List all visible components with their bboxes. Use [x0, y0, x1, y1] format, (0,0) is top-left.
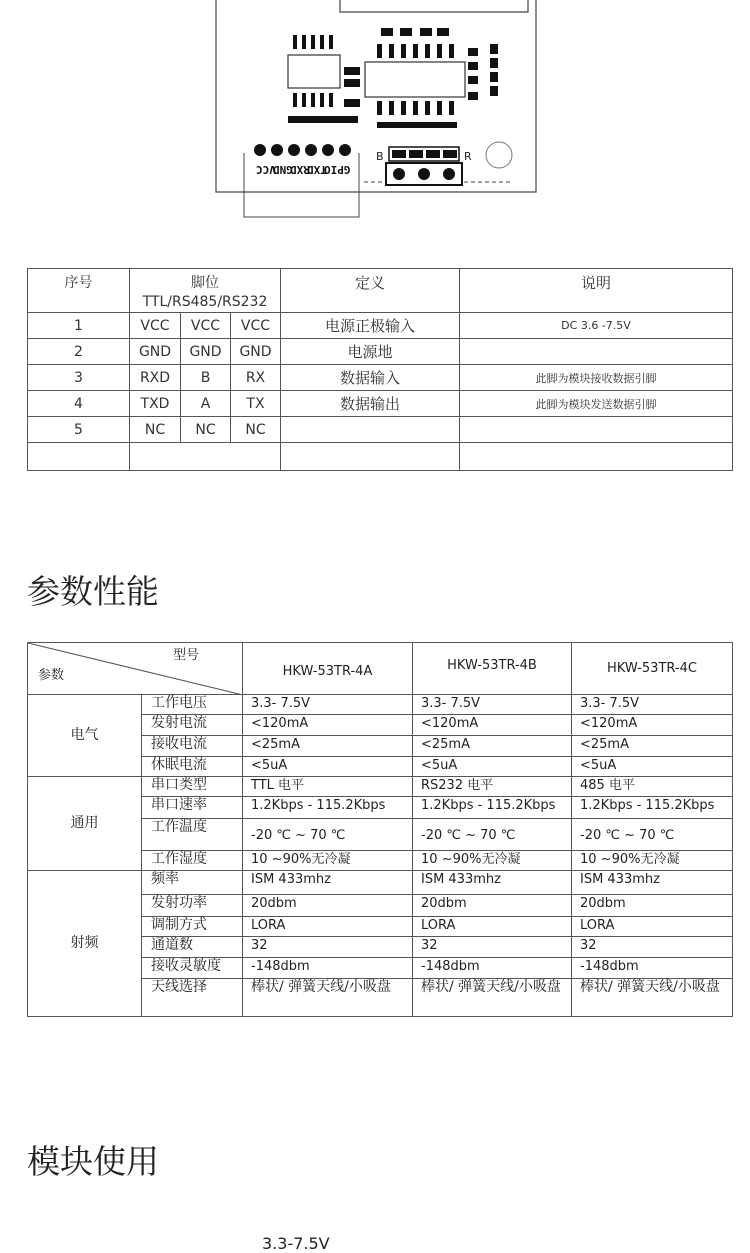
param-value: 3.3- 7.5V — [243, 695, 413, 715]
header-pin-label: 脚位 — [191, 275, 219, 291]
pin-index: 2 — [28, 339, 130, 365]
param-value: <5uA — [572, 757, 733, 777]
module-board-diagram — [0, 0, 750, 225]
corner-param-label: 参数 — [38, 668, 65, 683]
pin-description — [460, 417, 733, 443]
model-header: HKW-53TR-4A — [243, 643, 413, 695]
pin-rs232: TX — [231, 391, 281, 417]
param-value: 32 — [572, 937, 733, 958]
table-row — [28, 313, 733, 339]
param-name: 工作湿度 — [142, 851, 243, 871]
table-row — [28, 365, 733, 391]
param-value: 1.2Kbps - 115.2Kbps — [243, 797, 413, 819]
pin-rs485: NC — [181, 417, 231, 443]
param-value: 棒状/ 弹簧天线/小吸盘 — [243, 979, 413, 1017]
param-value: -148dbm — [413, 958, 572, 979]
header-pin — [130, 269, 281, 313]
pin-label-rxd: RXD — [290, 163, 310, 176]
param-name: 工作电压 — [142, 695, 243, 715]
pin-label-gpio: GPIO — [324, 163, 351, 176]
pin-definition-table — [27, 268, 733, 471]
param-value: <25mA — [572, 736, 733, 757]
pin-ttl: GND — [130, 339, 181, 365]
switch-label-b: B — [376, 150, 384, 163]
table-row-empty — [28, 443, 733, 471]
pin-definition — [281, 417, 460, 443]
param-name: 调制方式 — [142, 917, 243, 937]
param-name: 工作温度 — [142, 819, 243, 851]
pin-description: 此脚为模块发送数据引脚 — [460, 391, 733, 417]
param-value: TTL 电平 — [243, 777, 413, 797]
param-value: ISM 433mhz — [572, 871, 733, 895]
pin-definition: 电源地 — [281, 339, 460, 365]
antenna-pad-icon — [486, 142, 512, 168]
pin-ttl: NC — [130, 417, 181, 443]
param-name: 天线选择 — [142, 979, 243, 1017]
pin-ttl: TXD — [130, 391, 181, 417]
param-value: 3.3- 7.5V — [572, 695, 733, 715]
param-value: 32 — [413, 937, 572, 958]
param-name: 频率 — [142, 871, 243, 895]
header-description: 说明 — [460, 269, 733, 313]
param-value: 3.3- 7.5V — [413, 695, 572, 715]
param-value: 32 — [243, 937, 413, 958]
param-value: -20 ℃ ~ 70 ℃ — [413, 819, 572, 851]
switch-label-r: R — [464, 150, 472, 163]
pin-rs485: B — [181, 365, 231, 391]
param-value: 棒状/ 弹簧天线/小吸盘 — [572, 979, 733, 1017]
table-row — [28, 871, 733, 895]
pin-description — [460, 339, 733, 365]
param-value: <120mA — [243, 715, 413, 736]
param-value: <120mA — [572, 715, 733, 736]
param-value: 20dbm — [243, 895, 413, 917]
pin-index: 5 — [28, 417, 130, 443]
pin-index: 4 — [28, 391, 130, 417]
category-rf: 射频 — [28, 871, 142, 1017]
param-value: <5uA — [413, 757, 572, 777]
usage-voltage-text: 3.3-7.5V — [262, 1234, 330, 1253]
param-value: -148dbm — [572, 958, 733, 979]
model-header: HKW-53TR-4B — [413, 643, 572, 695]
pin-label-gnd: GND — [273, 163, 293, 176]
param-table-header — [28, 643, 733, 695]
table-row — [28, 339, 733, 365]
param-name: 发射电流 — [142, 715, 243, 736]
param-value: 1.2Kbps - 115.2Kbps — [572, 797, 733, 819]
param-value: <120mA — [413, 715, 572, 736]
param-value: 棒状/ 弹簧天线/小吸盘 — [413, 979, 572, 1017]
section-title-params: 参数性能 — [27, 572, 159, 611]
section-title-usage: 模块使用 — [27, 1142, 159, 1181]
pin-rs232: GND — [231, 339, 281, 365]
table-row — [28, 695, 733, 715]
param-value: ISM 433mhz — [243, 871, 413, 895]
pin-label-vcc: VCC — [256, 163, 276, 176]
header-definition: 定义 — [281, 269, 460, 313]
model-header: HKW-53TR-4C — [572, 643, 733, 695]
param-value: RS232 电平 — [413, 777, 572, 797]
pin-ttl: VCC — [130, 313, 181, 339]
param-name: 接收灵敏度 — [142, 958, 243, 979]
param-name: 发射功率 — [142, 895, 243, 917]
param-value: <25mA — [243, 736, 413, 757]
param-value: 485 电平 — [572, 777, 733, 797]
param-name: 通道数 — [142, 937, 243, 958]
category-electrical: 电气 — [28, 695, 142, 777]
param-value: LORA — [413, 917, 572, 937]
param-value: 10 ~90%无冷凝 — [572, 851, 733, 871]
param-value: <25mA — [413, 736, 572, 757]
pin-definition: 数据输入 — [281, 365, 460, 391]
pin-rs485: A — [181, 391, 231, 417]
param-value: 10 ~90%无冷凝 — [413, 851, 572, 871]
param-name: 串口速率 — [142, 797, 243, 819]
header-index: 序号 — [28, 269, 130, 313]
pin-rs232: VCC — [231, 313, 281, 339]
param-name: 接收电流 — [142, 736, 243, 757]
table-row — [28, 417, 733, 443]
header-corner — [28, 643, 243, 695]
pin-rs232: RX — [231, 365, 281, 391]
pin-rs485: GND — [181, 339, 231, 365]
param-value: -20 ℃ ~ 70 ℃ — [243, 819, 413, 851]
param-value: -20 ℃ ~ 70 ℃ — [572, 819, 733, 851]
param-value: LORA — [243, 917, 413, 937]
param-value: 10 ~90%无冷凝 — [243, 851, 413, 871]
pin-rs232: NC — [231, 417, 281, 443]
param-value: 20dbm — [572, 895, 733, 917]
param-value: 1.2Kbps - 115.2Kbps — [413, 797, 572, 819]
pin-ttl: RXD — [130, 365, 181, 391]
table-row — [28, 777, 733, 797]
pin-table-header — [28, 269, 733, 313]
pin-definition: 数据输出 — [281, 391, 460, 417]
pin-index: 3 — [28, 365, 130, 391]
param-name: 串口类型 — [142, 777, 243, 797]
header-pin-sub: TTL/RS485/RS232 — [142, 294, 268, 310]
parameter-table — [27, 642, 733, 1017]
pin-definition: 电源正极输入 — [281, 313, 460, 339]
pin-description: DC 3.6 -7.5V — [460, 313, 733, 339]
pin-index: 1 — [28, 313, 130, 339]
param-value: 20dbm — [413, 895, 572, 917]
param-value: -148dbm — [243, 958, 413, 979]
table-row — [28, 391, 733, 417]
param-value: <5uA — [243, 757, 413, 777]
pin-label-txd: TXD — [307, 163, 327, 176]
param-value: ISM 433mhz — [413, 871, 572, 895]
param-value: LORA — [572, 917, 733, 937]
param-name: 休眠电流 — [142, 757, 243, 777]
pin-rs485: VCC — [181, 313, 231, 339]
category-general: 通用 — [28, 777, 142, 871]
corner-model-label: 型号 — [173, 648, 200, 663]
pin-description: 此脚为模块接收数据引脚 — [460, 365, 733, 391]
